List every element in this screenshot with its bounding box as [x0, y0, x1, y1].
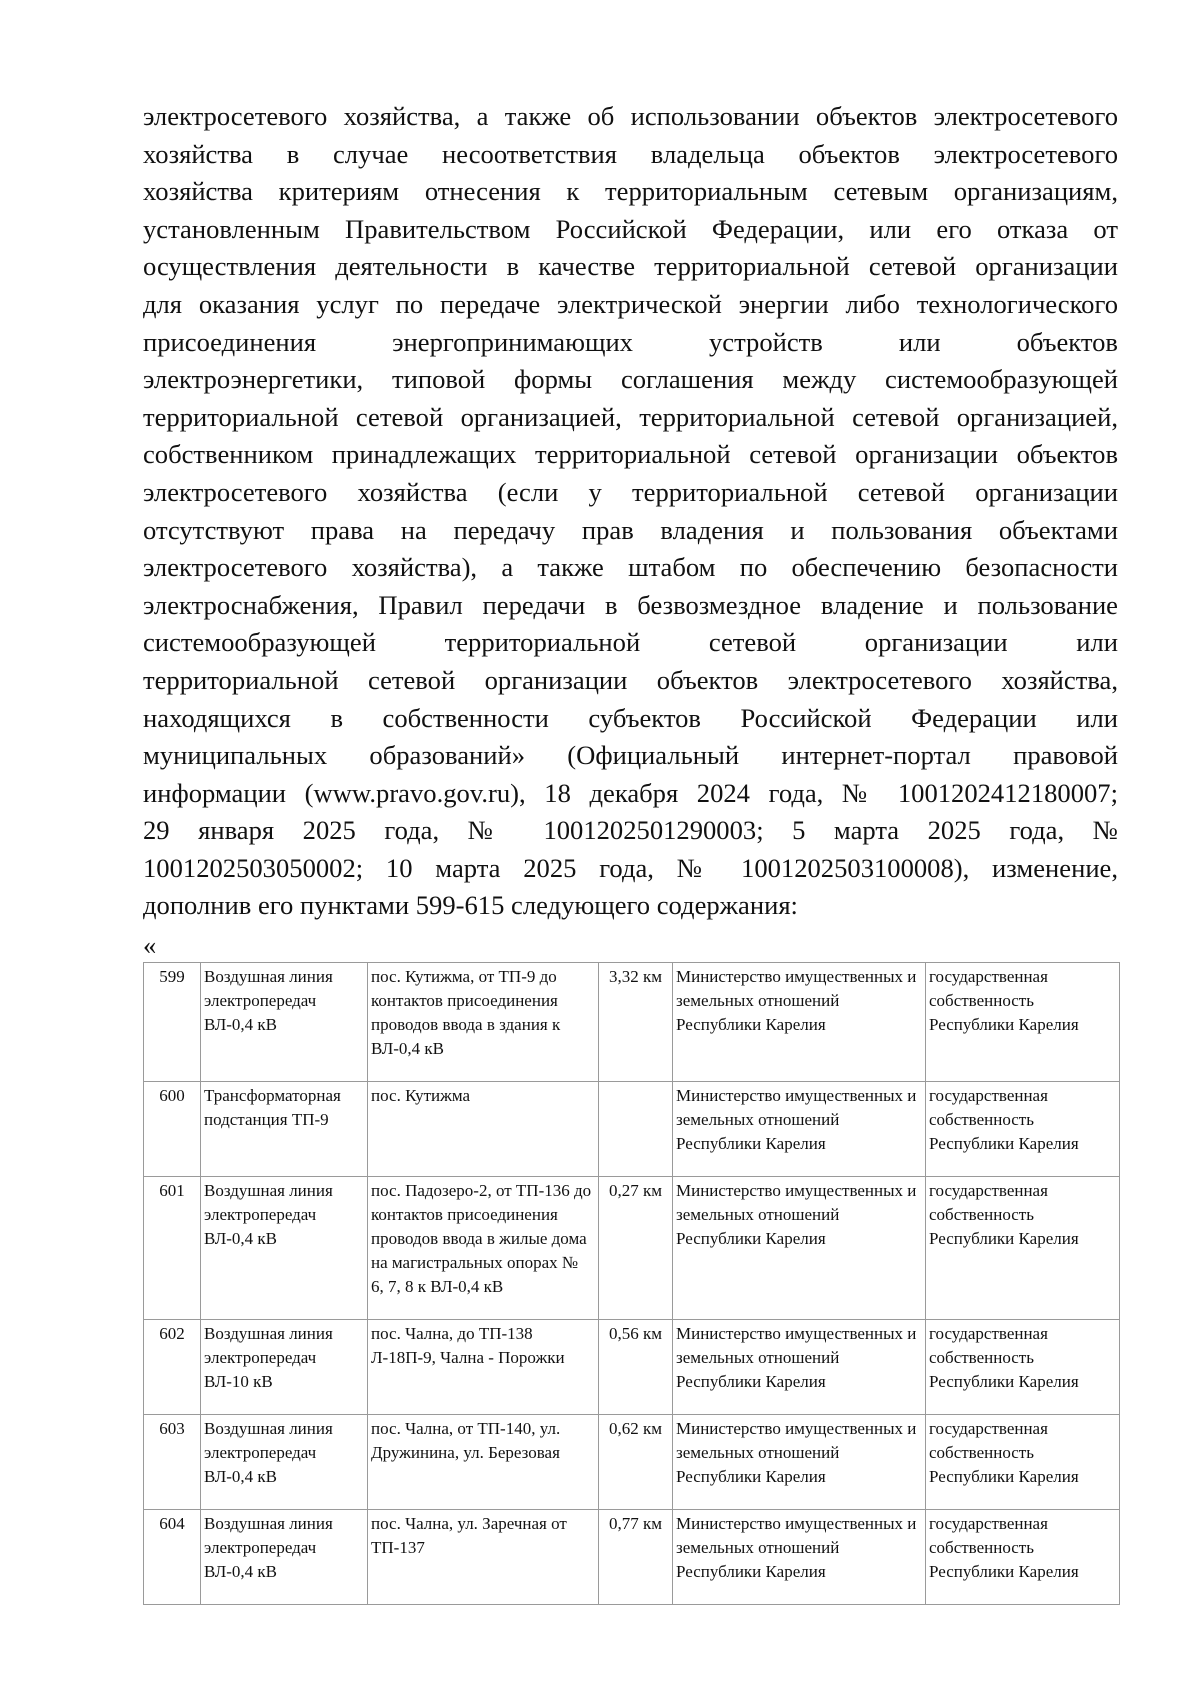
table-row: [144, 1177, 1120, 1320]
paragraph-line: хозяйства критериям отнесения к территориальным сетевым организациям,: [143, 176, 1118, 207]
table-row: [144, 1320, 1120, 1415]
object-ownership: государственная собственность Республики Карелия: [926, 1510, 1120, 1605]
object-name: Воздушная линия электропередач ВЛ-0,4 кВ: [201, 1510, 368, 1605]
paragraph-line: 29 января 2025 года, № 1001202501290003; 5 марта 2025 года, №: [143, 815, 1118, 846]
paragraph-line: электросетевого хозяйства (если у территориальной сетевой организации: [143, 476, 1118, 507]
paragraph-line: установленным Правительством Российской Федерации, или его отказа от: [143, 213, 1118, 244]
row-number: 601: [144, 1177, 201, 1320]
row-number: 599: [144, 963, 201, 1082]
paragraph-line: отсутствуют права на передачу прав владения и пользования объектами: [143, 514, 1118, 545]
paragraph-line: хозяйства в случае несоответствия владельца объектов электросетевого: [143, 138, 1118, 169]
object-location: пос. Чална, ул. Заречная от ТП-137: [368, 1510, 599, 1605]
paragraph-line: электросетевого хозяйства, а также об использовании объектов электросетевого: [143, 101, 1118, 131]
object-holder: Министерство имущественных и земельных отношений Республики Карелия: [673, 1320, 926, 1415]
object-ownership: государственная собственность Республики Карелия: [926, 1177, 1120, 1320]
object-name: Трансформаторная подстанция ТП-9: [201, 1082, 368, 1177]
paragraph-line: дополнив его пунктами 599-615 следующего содержания:: [143, 890, 798, 921]
row-number: 600: [144, 1082, 201, 1177]
object-location: пос. Чална, до ТП-138 Л-18П-9, Чална - Порожки: [368, 1320, 599, 1415]
object-ownership: государственная собственность Республики Карелия: [926, 1320, 1120, 1415]
object-holder: Министерство имущественных и земельных отношений Республики Карелия: [673, 1082, 926, 1177]
object-length: 0,77 км: [599, 1510, 673, 1605]
object-holder: Министерство имущественных и земельных отношений Республики Карелия: [673, 1415, 926, 1510]
paragraph-line: информации (www.pravo.gov.ru), 18 декабря 2024 года, № 1001202412180007;: [143, 777, 1118, 808]
object-location: пос. Кутижма, от ТП-9 до контактов присоединения проводов ввода в здания к ВЛ-0,4 кВ: [368, 963, 599, 1082]
row-number: 604: [144, 1510, 201, 1605]
paragraph-line: электросетевого хозяйства), а также штабом по обеспечению безопасности: [143, 552, 1118, 583]
objects-table: [143, 962, 1120, 1605]
object-location: пос. Падозеро-2, от ТП-136 до контактов присоединения проводов ввода в жилые дома на магистральных опорах № 6, 7, 8 к ВЛ-0,4 кВ: [368, 1177, 599, 1320]
object-length: [599, 1082, 673, 1177]
paragraph-line: системообразующей территориальной сетевой организации или: [143, 627, 1118, 658]
object-length: 0,27 км: [599, 1177, 673, 1320]
paragraph: [143, 98, 1118, 925]
object-holder: Министерство имущественных и земельных отношений Республики Карелия: [673, 1177, 926, 1320]
paragraph-line: находящихся в собственности субъектов Российской Федерации или: [143, 702, 1118, 733]
object-name: Воздушная линия электропередач ВЛ-0,4 кВ: [201, 1415, 368, 1510]
object-name: Воздушная линия электропередач ВЛ-10 кВ: [201, 1320, 368, 1415]
object-length: 0,62 км: [599, 1415, 673, 1510]
paragraph-line: осуществления деятельности в качестве территориальной сетевой организации: [143, 251, 1118, 282]
paragraph-line: 1001202503050002; 10 марта 2025 года, № 1001202503100008), изменение,: [143, 852, 1118, 883]
table-row: [144, 963, 1120, 1082]
row-number: 602: [144, 1320, 201, 1415]
object-location: пос. Кутижма: [368, 1082, 599, 1177]
object-holder: Министерство имущественных и земельных отношений Республики Карелия: [673, 963, 926, 1082]
paragraph-line: электроэнергетики, типовой формы соглашения между системообразующей: [143, 364, 1118, 395]
object-name: Воздушная линия электропередач ВЛ-0,4 кВ: [201, 963, 368, 1082]
object-length: 3,32 км: [599, 963, 673, 1082]
object-name: Воздушная линия электропередач ВЛ-0,4 кВ: [201, 1177, 368, 1320]
paragraph-line: электроснабжения, Правил передачи в безвозмездное владение и пользование: [143, 589, 1118, 620]
object-location: пос. Чална, от ТП-140, ул. Дружинина, ул. Березовая: [368, 1415, 599, 1510]
table-row: [144, 1510, 1120, 1605]
opening-quote: «: [143, 930, 157, 960]
paragraph-line: муниципальных образований» (Официальный интернет-портал правовой: [143, 740, 1118, 771]
paragraph-line: для оказания услуг по передаче электрической энергии либо технологического: [143, 288, 1118, 319]
row-number: 603: [144, 1415, 201, 1510]
paragraph-line: собственником принадлежащих территориальной сетевой организации объектов: [143, 439, 1118, 470]
object-holder: Министерство имущественных и земельных отношений Республики Карелия: [673, 1510, 926, 1605]
object-ownership: государственная собственность Республики Карелия: [926, 963, 1120, 1082]
object-ownership: государственная собственность Республики Карелия: [926, 1082, 1120, 1177]
object-length: 0,56 км: [599, 1320, 673, 1415]
paragraph-line: присоединения энергопринимающих устройств или объектов: [143, 326, 1118, 357]
table-row: [144, 1415, 1120, 1510]
paragraph-line: территориальной сетевой организации объектов электросетевого хозяйства,: [143, 664, 1118, 695]
table-row: [144, 1082, 1120, 1177]
object-ownership: государственная собственность Республики Карелия: [926, 1415, 1120, 1510]
paragraph-line: территориальной сетевой организацией, территориальной сетевой организацией,: [143, 401, 1118, 432]
